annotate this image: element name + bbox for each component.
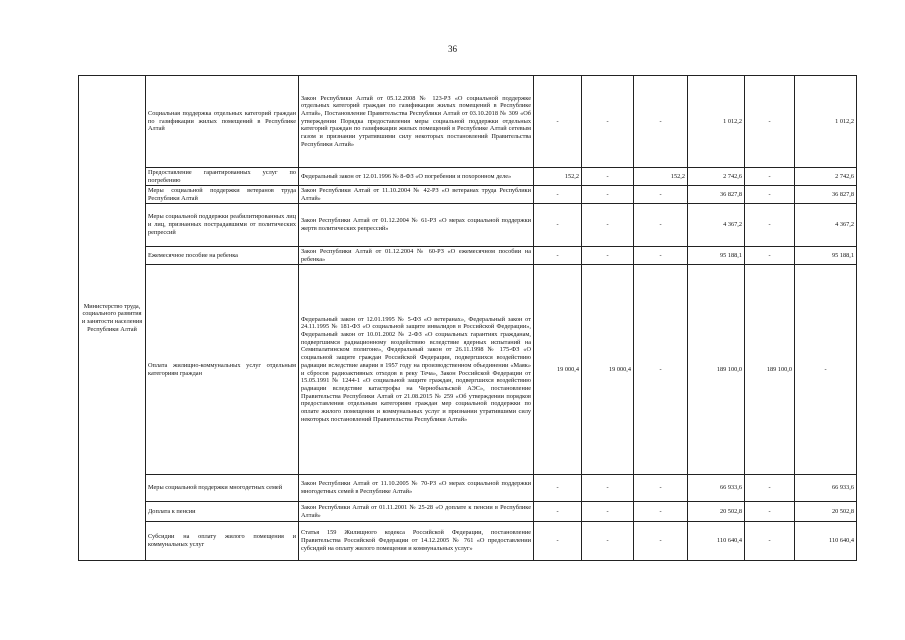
law-cell: Федеральный закон от 12.01.1995 № 5-ФЗ «О ветеранах», Федеральный закон от 24.11.1995 № 181-ФЗ «О социальной защите инвалидов в Российской Федерации», Федеральный закон от 10.01.2002 № 2-ФЗ «О социальных гарантиях гражданам, подвергшимся радиационному воздействию вследствие ядерных испытаний на Семипалатинском полигоне», Федеральный закон от 26.11.1998 № 175-ФЗ «О социальной защите граждан Российской Федерации, подвергшихся воздействию радиации вследствие аварии в 1957 году на производственном объединении «Маяк» и сбросов радиоактивных отходов в реку Теча», Закон Российской Федерации от 15.05.1991 № 1244-1 «О социальной защите граждан, подвергшихся воздействию радиации вследствие катастрофы на Чернобыльской АЭС», постановление Правительства Республики Алтай от 21.08.2015 № 259 «Об утверждении порядков предоставления отдельным категориям граждан мер социальной поддержки по оплате жилого помещения и коммунальных услуг и признании утратившими силу некоторых постановлений Правительства Республики Алтай» bbox=[299, 265, 534, 475]
table-row bbox=[79, 522, 857, 561]
law-cell: Закон Республики Алтай от 05.12.2008 № 123-РЗ «О социальной поддержке отдельных категорий граждан по газификации жилых помещений в Республике Алтай», Постановление Правительства Республики Алтай от 03.10.2018 № 309 «Об утверждении Порядка предоставления меры социальной поддержки отдельных категорий граждан по газификации жилых помещений в Республике Алтай сетевым газом и признании утратившими силу некоторых постановлений Правительства Республики Алтай» bbox=[299, 76, 534, 168]
law-cell: Закон Республики Алтай от 01.12.2004 № 61-РЗ «О мерах социальной поддержки жертв политических репрессий» bbox=[299, 204, 534, 247]
table-row bbox=[79, 247, 857, 265]
value-cell: - bbox=[534, 186, 582, 204]
value-cell: - bbox=[634, 522, 688, 561]
measure-cell: Доплата к пенсии bbox=[146, 502, 299, 522]
value-cell: 189 100,0 bbox=[688, 265, 745, 475]
value-cell: - bbox=[582, 204, 634, 247]
measure-cell: Меры социальной поддержки ветеранов труда Республики Алтай bbox=[146, 186, 299, 204]
value-cell: 36 827,8 bbox=[795, 186, 857, 204]
value-cell: - bbox=[582, 186, 634, 204]
table-row bbox=[79, 265, 857, 475]
measure-cell: Меры социальной поддержки многодетных семей bbox=[146, 475, 299, 502]
value-cell: - bbox=[534, 475, 582, 502]
value-cell: - bbox=[534, 247, 582, 265]
value-cell: - bbox=[582, 522, 634, 561]
table-row bbox=[79, 204, 857, 247]
value-cell: - bbox=[745, 522, 795, 561]
value-cell: 110 640,4 bbox=[795, 522, 857, 561]
table-row bbox=[79, 475, 857, 502]
table-row bbox=[79, 76, 857, 168]
value-cell: - bbox=[745, 502, 795, 522]
page-number: 36 bbox=[448, 44, 457, 54]
measure-cell: Социальная поддержка отдельных категорий граждан по газификации жилых помещений в Республике Алтай bbox=[146, 76, 299, 168]
value-cell: - bbox=[634, 475, 688, 502]
value-cell: - bbox=[582, 502, 634, 522]
value-cell: - bbox=[745, 186, 795, 204]
value-cell: - bbox=[534, 502, 582, 522]
measure-cell: Меры социальной поддержки реабилитированных лиц и лиц, признанных пострадавшими от политических репрессий bbox=[146, 204, 299, 247]
law-cell: Статья 159 Жилищного кодекса Российской Федерации, постановление Правительства Российской Федерации от 14.12.2005 № 761 «О предоставлении субсидий на оплату жилого помещения и коммунальных услуг» bbox=[299, 522, 534, 561]
value-cell: 152,2 bbox=[634, 168, 688, 186]
value-cell: 36 827,8 bbox=[688, 186, 745, 204]
value-cell: - bbox=[795, 265, 857, 475]
value-cell: - bbox=[745, 168, 795, 186]
value-cell: 95 188,1 bbox=[688, 247, 745, 265]
table-row bbox=[79, 186, 857, 204]
value-cell: - bbox=[634, 265, 688, 475]
measure-cell: Предоставление гарантированных услуг по погребению bbox=[146, 168, 299, 186]
value-cell: 19 000,4 bbox=[534, 265, 582, 475]
table-row bbox=[79, 168, 857, 186]
value-cell: 20 502,8 bbox=[688, 502, 745, 522]
value-cell: 66 933,6 bbox=[688, 475, 745, 502]
value-cell: - bbox=[582, 475, 634, 502]
value-cell: 4 367,2 bbox=[688, 204, 745, 247]
measure-cell: Субсидии на оплату жилого помещения и коммунальных услуг bbox=[146, 522, 299, 561]
value-cell: - bbox=[582, 168, 634, 186]
value-cell: 66 933,6 bbox=[795, 475, 857, 502]
value-cell: - bbox=[745, 475, 795, 502]
value-cell: 20 502,8 bbox=[795, 502, 857, 522]
value-cell: - bbox=[534, 522, 582, 561]
value-cell: - bbox=[582, 247, 634, 265]
value-cell: 4 367,2 bbox=[795, 204, 857, 247]
budget-measures-table bbox=[78, 75, 857, 561]
value-cell: - bbox=[634, 502, 688, 522]
law-cell: Закон Республики Алтай от 01.11.2001 № 25-28 «О доплате к пенсии в Республике Алтай» bbox=[299, 502, 534, 522]
value-cell: 189 100,0 bbox=[745, 265, 795, 475]
value-cell: 152,2 bbox=[534, 168, 582, 186]
value-cell: 110 640,4 bbox=[688, 522, 745, 561]
value-cell: - bbox=[745, 204, 795, 247]
ministry-cell: Министерство труда, социального развития и занятости населения Республики Алтай bbox=[79, 76, 146, 561]
value-cell: 19 000,4 bbox=[582, 265, 634, 475]
value-cell: - bbox=[634, 76, 688, 168]
law-cell: Закон Республики Алтай от 11.10.2004 № 42-РЗ «О ветеранах труда Республики Алтай» bbox=[299, 186, 534, 204]
value-cell: 2 742,6 bbox=[688, 168, 745, 186]
value-cell: 95 188,1 bbox=[795, 247, 857, 265]
value-cell: - bbox=[634, 186, 688, 204]
value-cell: - bbox=[534, 204, 582, 247]
value-cell: 1 012,2 bbox=[688, 76, 745, 168]
value-cell: - bbox=[634, 247, 688, 265]
measure-cell: Ежемесячное пособие на ребенка bbox=[146, 247, 299, 265]
value-cell: - bbox=[634, 204, 688, 247]
law-cell: Федеральный закон от 12.01.1996 № 8-ФЗ «О погребении и похоронном деле» bbox=[299, 168, 534, 186]
measure-cell: Оплата жилищно-коммунальных услуг отдельным категориям граждан bbox=[146, 265, 299, 475]
value-cell: - bbox=[745, 247, 795, 265]
value-cell: - bbox=[745, 76, 795, 168]
law-cell: Закон Республики Алтай от 01.12.2004 № 60-РЗ «О ежемесячном пособии на ребенка» bbox=[299, 247, 534, 265]
value-cell: - bbox=[534, 76, 582, 168]
value-cell: 2 742,6 bbox=[795, 168, 857, 186]
value-cell: - bbox=[582, 76, 634, 168]
table-row bbox=[79, 502, 857, 522]
value-cell: 1 012,2 bbox=[795, 76, 857, 168]
law-cell: Закон Республики Алтай от 11.10.2005 № 70-РЗ «О мерах социальной поддержки многодетных семей в Республике Алтай» bbox=[299, 475, 534, 502]
